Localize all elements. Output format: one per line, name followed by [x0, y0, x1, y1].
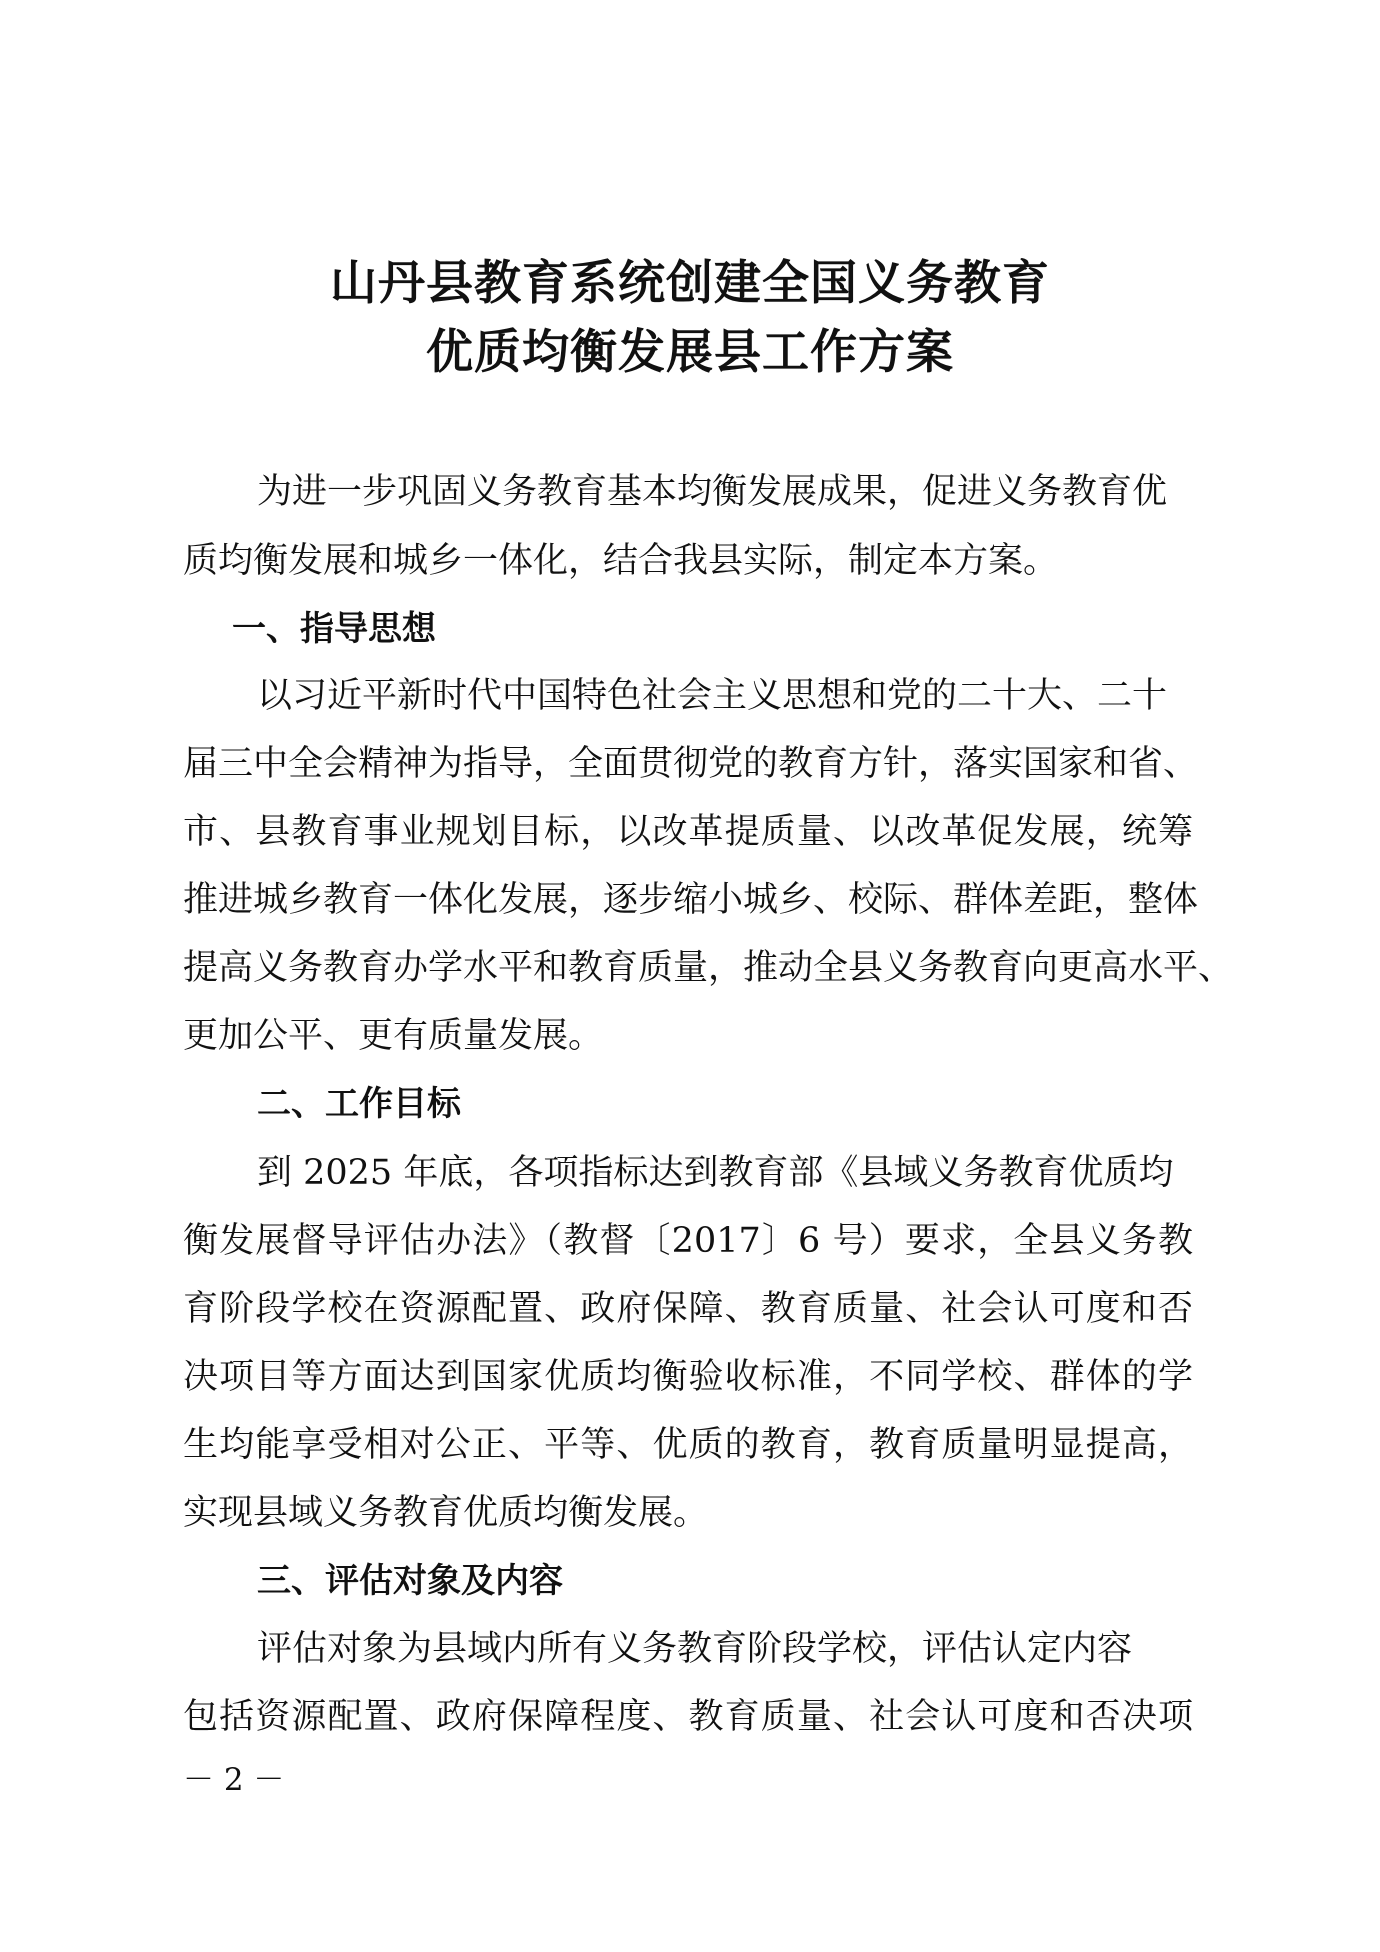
document-title-line-1: 山丹县教育系统创建全国义务教育: [330, 256, 1050, 311]
paragraph-line: 更加公平、更有质量发展。: [183, 1016, 604, 1056]
paragraph-line: 提高义务教育办学水平和教育质量，推动全县义务教育向更高水平、: [183, 948, 1234, 988]
paragraph-line: 实现县域义务教育优质均衡发展。: [183, 1493, 709, 1533]
section-heading: 三、评估对象及内容: [257, 1561, 563, 1601]
page-number: － 2 －: [183, 1762, 285, 1798]
paragraph-line: 届三中全会精神为指导，全面贯彻党的教育方针，落实国家和省、: [183, 744, 1199, 784]
paragraph-line: 包括资源配置、政府保障程度、教育质量、社会认可度和否决项: [183, 1697, 1193, 1737]
paragraph-line: 为进一步巩固义务教育基本均衡发展成果，促进义务教育优: [257, 472, 1168, 512]
paragraph-line: 推进城乡教育一体化发展，逐步缩小城乡、校际、群体差距，整体: [183, 880, 1199, 920]
paragraph-line: 质均衡发展和城乡一体化，结合我县实际，制定本方案。: [183, 541, 1059, 581]
paragraph-line: 育阶段学校在资源配置、政府保障、教育质量、社会认可度和否: [183, 1289, 1193, 1329]
paragraph-line: 市、县教育事业规划目标，以改革提质量、以改革促发展，统筹: [183, 812, 1193, 852]
paragraph-line: 衡发展督导评估办法》（教督〔2017〕6 号）要求，全县义务教: [183, 1221, 1193, 1261]
document-title-line-2: 优质均衡发展县工作方案: [426, 325, 954, 380]
paragraph-line: 到 2025 年底，各项指标达到教育部《县域义务教育优质均: [257, 1153, 1174, 1193]
section-heading: 二、工作目标: [257, 1084, 461, 1124]
paragraph-line: 生均能享受相对公正、平等、优质的教育，教育质量明显提高，: [183, 1425, 1193, 1465]
paragraph-line: 以习近平新时代中国特色社会主义思想和党的二十大、二十: [257, 676, 1168, 716]
paragraph-line: 评估对象为县域内所有义务教育阶段学校，评估认定内容: [257, 1629, 1133, 1669]
paragraph-line: 决项目等方面达到国家优质均衡验收标准，不同学校、群体的学: [183, 1357, 1193, 1397]
section-heading: 一、指导思想: [232, 609, 436, 649]
